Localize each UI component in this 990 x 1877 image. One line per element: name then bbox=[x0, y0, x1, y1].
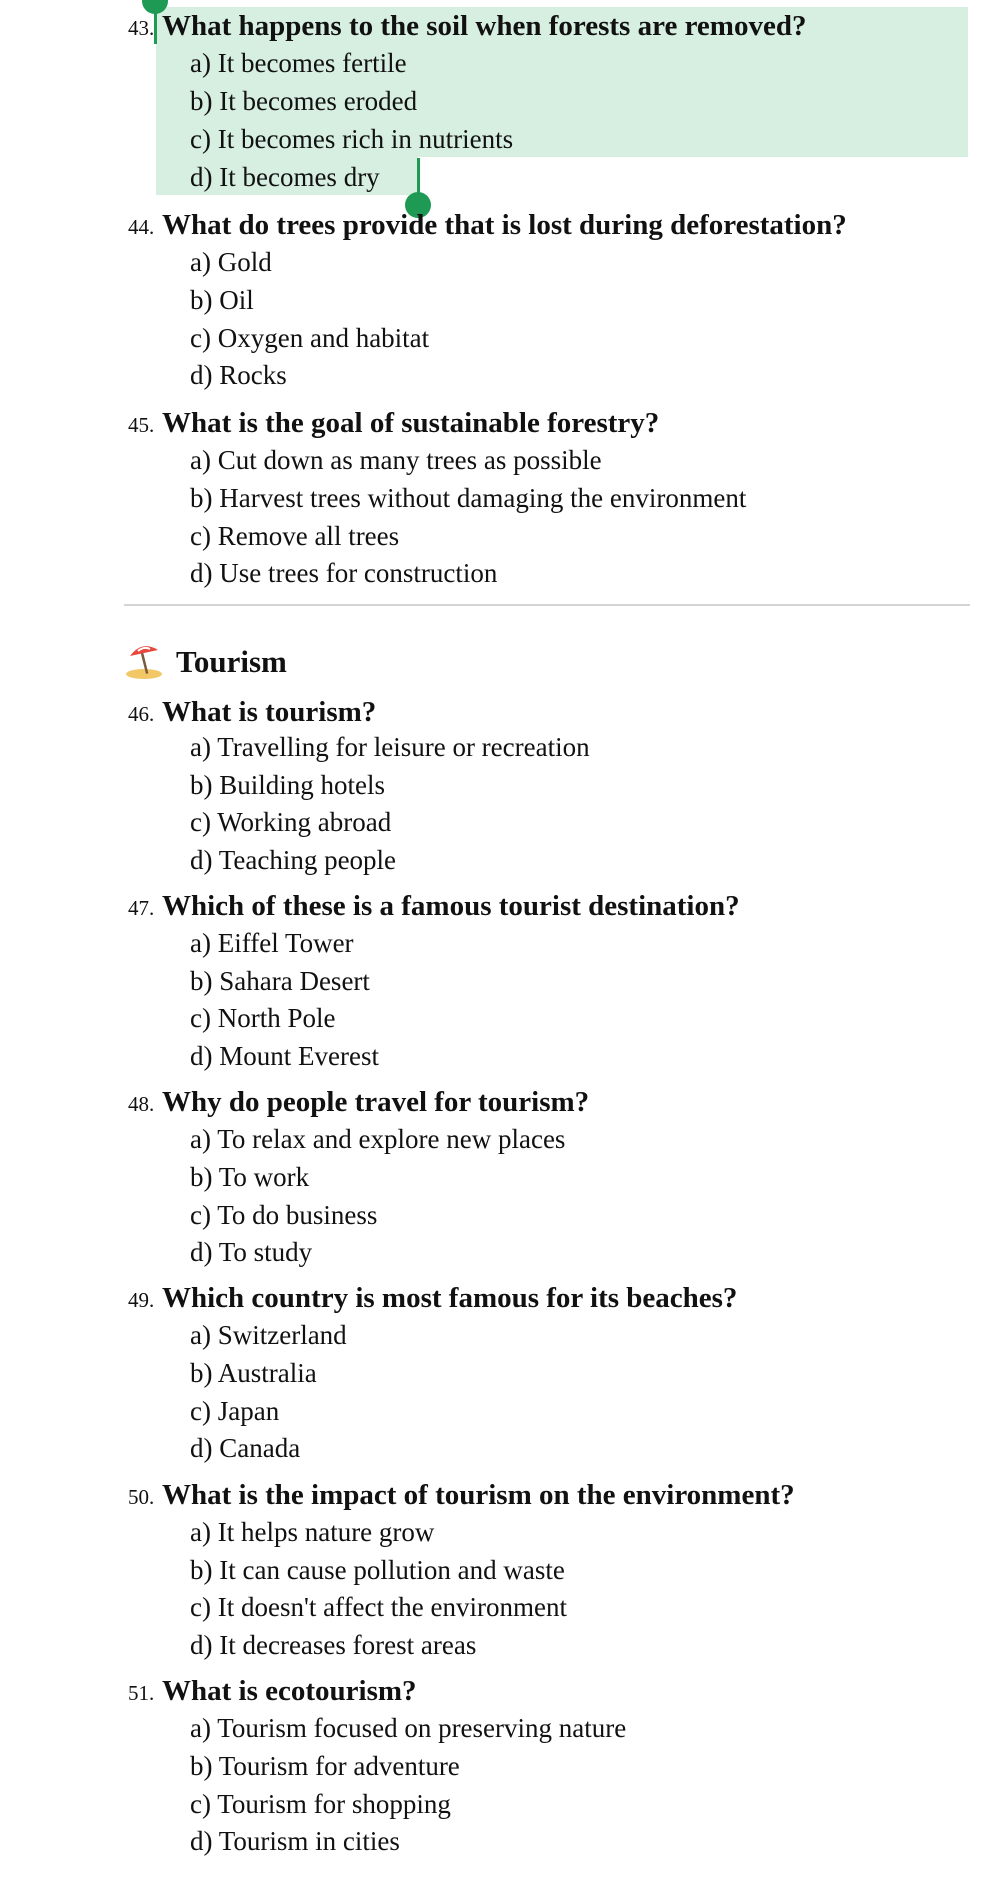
question-50 bbox=[128, 1476, 795, 1514]
option: d) To study bbox=[190, 1237, 313, 1267]
option: b) It becomes eroded bbox=[190, 86, 418, 116]
option: d) Rocks bbox=[190, 360, 287, 390]
question-number: 51. bbox=[128, 1681, 155, 1705]
option: c) Remove all trees bbox=[190, 521, 400, 551]
option: c) To do business bbox=[190, 1200, 378, 1230]
question-51 bbox=[128, 1672, 417, 1710]
question-text: Which of these is a famous tourist destination? bbox=[162, 890, 740, 922]
option: d) It becomes dry bbox=[190, 162, 380, 192]
question-44 bbox=[128, 206, 847, 244]
question-number: 45. bbox=[128, 413, 155, 437]
question-text: Why do people travel for tourism? bbox=[162, 1086, 590, 1118]
question-text: What happens to the soil when forests are removed? bbox=[162, 10, 807, 42]
option: a) Tourism focused on preserving nature bbox=[190, 1713, 627, 1743]
option: a) Switzerland bbox=[190, 1320, 347, 1350]
option: d) Canada bbox=[190, 1433, 301, 1463]
option: c) Working abroad bbox=[190, 807, 392, 837]
question-46 bbox=[128, 693, 377, 731]
option: b) Building hotels bbox=[190, 770, 385, 800]
option: a) Cut down as many trees as possible bbox=[190, 445, 602, 475]
option: d) Mount Everest bbox=[190, 1041, 379, 1071]
option: b) Australia bbox=[190, 1358, 317, 1388]
question-text: What do trees provide that is lost during deforestation? bbox=[162, 209, 847, 241]
question-text: What is the impact of tourism on the environment? bbox=[162, 1479, 795, 1511]
question-49 bbox=[128, 1279, 738, 1317]
question-text: Which country is most famous for its beaches? bbox=[162, 1282, 738, 1314]
question-48 bbox=[128, 1083, 590, 1121]
option: b) Sahara Desert bbox=[190, 966, 370, 996]
option: c) It doesn't affect the environment bbox=[190, 1592, 567, 1622]
section-title: Tourism bbox=[176, 644, 287, 679]
option: c) Japan bbox=[190, 1396, 280, 1426]
question-number: 43. bbox=[128, 16, 155, 40]
section-divider bbox=[124, 604, 970, 606]
option: b) It can cause pollution and waste bbox=[190, 1555, 565, 1585]
question-47 bbox=[128, 887, 740, 925]
selection-end-caret[interactable] bbox=[417, 158, 420, 194]
beach-umbrella-icon bbox=[124, 640, 164, 680]
option: c) It becomes rich in nutrients bbox=[190, 124, 514, 154]
option: b) Tourism for adventure bbox=[190, 1751, 460, 1781]
question-number: 49. bbox=[128, 1288, 155, 1312]
option: c) Oxygen and habitat bbox=[190, 323, 430, 353]
question-43 bbox=[128, 7, 807, 45]
option: c) Tourism for shopping bbox=[190, 1789, 451, 1819]
option: b) Harvest trees without damaging the environment bbox=[190, 483, 747, 513]
option: a) To relax and explore new places bbox=[190, 1124, 566, 1154]
option: b) To work bbox=[190, 1162, 310, 1192]
option: d) Use trees for construction bbox=[190, 558, 498, 588]
option: a) Eiffel Tower bbox=[190, 928, 354, 958]
question-text: What is ecotourism? bbox=[162, 1675, 417, 1707]
option: a) It helps nature grow bbox=[190, 1517, 435, 1547]
question-text: What is tourism? bbox=[162, 696, 377, 728]
option: a) Gold bbox=[190, 247, 272, 277]
option: d) It decreases forest areas bbox=[190, 1630, 477, 1660]
question-45 bbox=[128, 404, 660, 442]
question-number: 44. bbox=[128, 215, 155, 239]
question-text: What is the goal of sustainable forestry? bbox=[162, 407, 660, 439]
option: d) Tourism in cities bbox=[190, 1826, 400, 1856]
option: d) Teaching people bbox=[190, 845, 397, 875]
option: a) It becomes fertile bbox=[190, 48, 407, 78]
option: a) Travelling for leisure or recreation bbox=[190, 732, 590, 762]
question-number: 48. bbox=[128, 1092, 155, 1116]
option: c) North Pole bbox=[190, 1003, 336, 1033]
question-number: 46. bbox=[128, 702, 155, 726]
question-number: 50. bbox=[128, 1485, 155, 1509]
option: b) Oil bbox=[190, 285, 254, 315]
question-number: 47. bbox=[128, 896, 155, 920]
